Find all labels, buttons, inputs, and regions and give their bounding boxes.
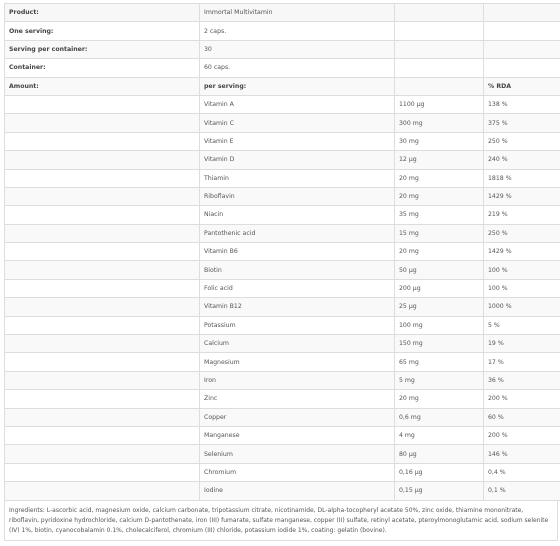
nutrient-amount: 50 µg [395,261,484,279]
nutrient-amount: 0,15 µg [395,482,484,500]
nutrient-rda: 60 % [484,408,560,426]
nutrient-name: Iodine [200,482,395,500]
empty-cell [5,390,200,408]
empty-cell [5,114,200,132]
nutrition-table [4,3,560,501]
nutrient-name: Folic acid [200,279,395,297]
nutrient-name: Zinc [200,390,395,408]
nutrient-amount: 12 µg [395,151,484,169]
nutrient-rda: 100 % [484,261,560,279]
empty-cell [5,353,200,371]
table-row [5,463,560,481]
nutrient-amount: 5 mg [395,371,484,389]
nutrient-rda: 17 % [484,353,560,371]
table-row [5,316,560,334]
nutrient-amount: 35 mg [395,206,484,224]
container-label: Container: [5,59,200,77]
nutrient-rda: 1818 % [484,169,560,187]
empty-cell [5,151,200,169]
nutrient-name: Thiamin [200,169,395,187]
table-row [5,371,560,389]
nutrient-rda: 250 % [484,224,560,242]
servings-per-container-label: Serving per container: [5,40,200,58]
nutrient-name: Manganese [200,426,395,444]
nutrient-name: Vitamin B6 [200,243,395,261]
nutrient-rda: 100 % [484,279,560,297]
nutrient-rda: 0,1 % [484,482,560,500]
nutrient-rda: 219 % [484,206,560,224]
empty-cell [484,40,560,58]
nutrient-amount: 20 mg [395,390,484,408]
empty-cell [5,298,200,316]
rda-label: % RDA [484,77,560,95]
empty-cell [5,169,200,187]
table-row [5,390,560,408]
servings-per-container-value: 30 [200,40,395,58]
empty-cell [5,371,200,389]
empty-cell [5,279,200,297]
nutrient-name: Niacin [200,206,395,224]
empty-cell [395,77,484,95]
nutrient-amount: 20 mg [395,243,484,261]
nutrient-rda: 19 % [484,335,560,353]
empty-cell [395,59,484,77]
empty-cell [5,132,200,150]
nutrient-amount: 25 µg [395,298,484,316]
table-row [5,353,560,371]
nutrient-rda: 1000 % [484,298,560,316]
empty-cell [395,40,484,58]
empty-cell [484,4,560,22]
nutrient-amount: 20 mg [395,169,484,187]
nutrient-name: Vitamin C [200,114,395,132]
table-row [5,243,560,261]
empty-cell [484,22,560,40]
table-row [5,408,560,426]
nutrient-name: Calcium [200,335,395,353]
serving-label: One serving: [5,22,200,40]
empty-cell [5,445,200,463]
nutrient-name: Vitamin B12 [200,298,395,316]
container-value: 60 caps. [200,59,395,77]
nutrient-rda: 1429 % [484,187,560,205]
nutrient-amount: 80 µg [395,445,484,463]
empty-cell [5,408,200,426]
nutrient-name: Riboflavin [200,187,395,205]
nutrient-amount: 200 µg [395,279,484,297]
nutrient-rda: 138 % [484,95,560,113]
nutrient-name: Vitamin E [200,132,395,150]
nutrient-amount: 20 mg [395,187,484,205]
nutrient-name: Iron [200,371,395,389]
empty-cell [5,206,200,224]
table-row [5,426,560,444]
serving-value: 2 caps. [200,22,395,40]
empty-cell [5,316,200,334]
nutrient-amount: 0,6 mg [395,408,484,426]
nutrient-name: Magnesium [200,353,395,371]
table-row [5,445,560,463]
header-row-container [5,59,560,77]
empty-cell [5,243,200,261]
table-row [5,169,560,187]
nutrient-name: Copper [200,408,395,426]
table-row [5,206,560,224]
empty-cell [5,187,200,205]
product-label: Product: [5,4,200,22]
empty-cell [5,261,200,279]
table-row [5,279,560,297]
table-row [5,95,560,113]
table-row [5,114,560,132]
header-row-servings-per-container [5,40,560,58]
amount-header-row [5,77,560,95]
nutrient-name: Selenium [200,445,395,463]
empty-cell [5,463,200,481]
table-row [5,298,560,316]
nutrient-rda: 1429 % [484,243,560,261]
nutrient-rda: 375 % [484,114,560,132]
nutrient-rda: 200 % [484,426,560,444]
nutrient-amount: 30 mg [395,132,484,150]
nutrition-facts [4,3,556,541]
nutrient-rda: 200 % [484,390,560,408]
amount-label: Amount: [5,77,200,95]
nutrient-name: Pantothenic acid [200,224,395,242]
nutrient-name: Vitamin D [200,151,395,169]
nutrient-rda: 146 % [484,445,560,463]
table-row [5,151,560,169]
nutrient-rda: 240 % [484,151,560,169]
table-row [5,335,560,353]
nutrient-rda: 0,4 % [484,463,560,481]
empty-cell [5,482,200,500]
nutrient-amount: 15 mg [395,224,484,242]
nutrient-amount: 100 mg [395,316,484,334]
per-serving-label: per serving: [200,77,395,95]
nutrient-amount: 150 mg [395,335,484,353]
nutrient-rda: 5 % [484,316,560,334]
empty-cell [484,59,560,77]
table-row [5,482,560,500]
empty-cell [395,4,484,22]
nutrient-amount: 0,16 µg [395,463,484,481]
empty-cell [395,22,484,40]
nutrient-name: Potassium [200,316,395,334]
empty-cell [5,95,200,113]
ingredients-text: Ingredients: L-ascorbic acid, magnesium oxide, calcium carbonate, tripotassium citrate, nicotinamide, DL-alpha-tocopheryl acetate 50%, zinc oxide, thiamine mononitrate, riboflavin, pyridoxine hydrochloride, calcium D-pantothenate, iron (III) fumarate, sulfate manganese, copper (II) sulfate, retinyl acetate, pteroylmonoglutamic acid, sodium selenite (IV) 1%, biotin, cyanocobalamin 0.1%, cholecalciferol, chromium (III) chloride, potassium iodide 1%, coating: gelatin (bovine). [4,501,558,541]
empty-cell [5,224,200,242]
product-value: Immortal Multivitamin [200,4,395,22]
nutrient-name: Vitamin A [200,95,395,113]
table-row [5,261,560,279]
header-row-product [5,4,560,22]
nutrient-amount: 300 mg [395,114,484,132]
nutrient-rda: 36 % [484,371,560,389]
nutrient-amount: 65 mg [395,353,484,371]
nutrient-amount: 4 mg [395,426,484,444]
table-row [5,187,560,205]
empty-cell [5,335,200,353]
nutrient-amount: 1100 µg [395,95,484,113]
nutrient-name: Chromium [200,463,395,481]
table-row [5,132,560,150]
empty-cell [5,426,200,444]
nutrient-name: Biotin [200,261,395,279]
header-row-serving [5,22,560,40]
nutrient-rda: 250 % [484,132,560,150]
table-row [5,224,560,242]
